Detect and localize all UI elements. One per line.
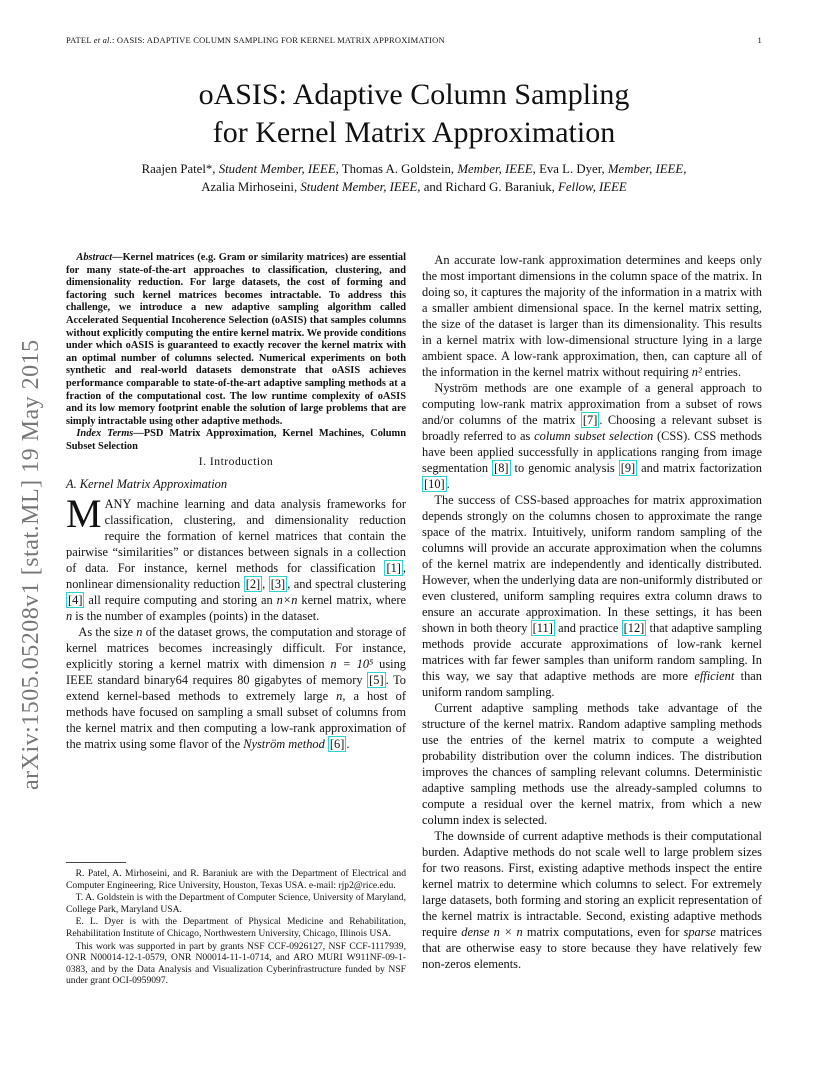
- running-head-title: PATEL et al.: OASIS: ADAPTIVE COLUMN SAMPLING FOR KERNEL MATRIX APPROXIMATION: [66, 35, 445, 45]
- authors-line-2: Azalia Mirhoseini, Student Member, IEEE, and Richard G. Baraniuk, Fellow, IEEE: [201, 180, 627, 194]
- body-paragraph-1: An accurate low-rank approximation determines and keeps only the most important dimensions in the column space of the matrix. In doing so, it captures the majority of the information in a matrix with a smaller ambient dimensional space. In the kernel matrix setting, the size of the dataset is larger than its dimensionality. This results in a kernel matrix with low-dimensional structure lying in a large ambient space. A low-rank approximation, then, can capture all of the information in the kernel matrix without requiring n² entries.: [422, 253, 762, 379]
- section-heading: I. Introduction: [198, 454, 274, 468]
- citation-link[interactable]: [4]: [68, 592, 83, 607]
- index-terms-label: Index Terms: [76, 428, 134, 440]
- author-list: [66, 160, 762, 196]
- body-paragraph-4: Current adaptive sampling methods take advantage of the structure of the kernel matrix. Random adaptive sampling methods use the entries of the kernel matrix to compute a weighted probability distribution over the column indices. The distribution improves the chances of sampling relevant columns. Deterministic adaptive sampling methods use the already-sampled columns to compute a residual over the kernel matrix, from which a new column index is selected.: [422, 701, 762, 827]
- authors-line-1: Raajen Patel*, Student Member, IEEE, Thomas A. Goldstein, Member, IEEE, Eva L. Dyer, Member, IEEE,: [141, 162, 687, 176]
- right-column: [422, 252, 762, 972]
- intro-paragraph-2: As the size n of the dataset grows, the computation and storage of kernel matrices becomes increasingly difficult. For instance, explicitly storing a kernel matrix with dimension n = 10⁵ using IEEE standard binary64 requires 80 gigabytes of memory [5] . To extend kernel-based methods to extremely large n, a host of methods have focused on sampling a small subset of columns from the kernel matrix and then computing a low-rank approximation of the matrix using some flavor of the Nyström method [6] .: [66, 624, 406, 751]
- footnote-affiliation-rice: R. Patel, A. Mirhoseini, and R. Baraniuk are with the Department of Electrical and Computer Engineering, Rice University, Houston, Texas USA. e-mail: rjp2@rice.edu.: [66, 868, 406, 891]
- drop-cap: M: [66, 490, 102, 536]
- left-column: [66, 252, 406, 752]
- citation-link[interactable]: [7]: [582, 413, 598, 427]
- page-number: 1: [757, 35, 762, 45]
- footnote-funding: This work was supported in part by grants NSF CCF-0926127, NSF CCF-1117939, ONR N00014-12-1-0579, ONR N00014-11-1-0714, and ARO MURI W911NF-09-1-0383, and by the Data Analysis and Visualization Cyberinfrastructure funded by NSF under grant OCI-0959097.: [66, 940, 406, 987]
- intro-paragraph-1: MANY machine learning and data analysis frameworks for classification, clustering, and dimensionality reduction require the formation of kernel matrices that contain the pairwise “similarities” or distances between signals in a collection of data. For instance, kernel methods for classification [1] , nonlinear dimensionality reduction [2] , [3] , and spectral clustering [4] all require computing and storing an n×n kernel matrix, where n is the number of examples (points) in the dataset.: [66, 490, 407, 623]
- footnote-affiliation-umd: T. A. Goldstein is with the Department of Computer Science, University of Maryland, College Park, Maryland USA.: [66, 892, 406, 915]
- abstract: [66, 252, 406, 428]
- title-line-1: oASIS: Adaptive Column Sampling: [198, 78, 630, 111]
- citation-link[interactable]: [6]: [329, 736, 345, 751]
- body-paragraph-5: The downside of current adaptive methods is their computational burden. Adaptive methods do not scale well to large problem sizes for two reasons. First, existing adaptive methods inspect the entire kernel matrix to determine which columns to select. For extremely large datasets, both forming and storing an explicit representation of the kernel matrix is intractable. Second, existing adaptive methods require dense n × n matrix computations, even for sparse matrices that are otherwise easy to store because they have relatively few non-zeros elements.: [422, 829, 763, 971]
- footnote-divider: [66, 862, 126, 863]
- abstract-text: —Kernel matrices (e.g. Gram or similarity matrices) are essential for many state-of-the-art approaches to classification, clustering, and dimensionality reduction. For large datasets, the cost of forming and factoring such kernel matrices becomes intractable. To address this challenge, we introduce a new adaptive sampling algorithm called Accelerated Sequential Incoherence Selection (oASIS) that samples columns without explicitly computing the entire kernel matrix. We provide conditions under which oASIS is guaranteed to exactly recover the kernel matrix with an optimal number of columns selected. Numerical experiments on both synthetic and real-world datasets demonstrate that oASIS achieves performance comparable to state-of-the-art adaptive sampling methods at a fraction of the computational cost. The low runtime complexity of oASIS and its low memory footprint enable the solution of large problems that are simply intractable using other adaptive methods.: [66, 252, 406, 427]
- running-head: [66, 35, 762, 45]
- citation-link[interactable]: [1]: [386, 560, 401, 575]
- citation-link[interactable]: [12]: [623, 621, 645, 635]
- abstract-label: Abstract: [76, 252, 113, 263]
- arxiv-stamp: arXiv:1505.05208v1 [stat.ML] 19 May 2015: [18, 339, 44, 790]
- citation-link[interactable]: [9]: [620, 461, 636, 475]
- title-line-2: for Kernel Matrix Approximation: [212, 116, 616, 149]
- citation-link[interactable]: [8]: [494, 461, 509, 475]
- citation-link[interactable]: [11]: [532, 621, 553, 635]
- body-paragraph-2: Nyström methods are one example of a general approach to computing low-rank matrix approximation from a subset of rows and/or columns of the matrix [7] . Choosing a relevant subset is broadly referred to as column subset selection (CSS). CSS methods have been applied successfully in applications ranging from image segmentation [8] to genomic analysis [9] and matrix factorization [10] .: [422, 381, 763, 491]
- index-terms: [66, 428, 406, 453]
- citation-link[interactable]: [10]: [424, 477, 445, 491]
- citation-link[interactable]: [5]: [369, 672, 384, 687]
- body-paragraph-3: The success of CSS-based approaches for matrix approximation depends strongly on the columns chosen to approximate the range space of the matrix. Intuitively, uniform random sampling of the columns will provide an accurate approximation when the columns of the kernel matrix are independently and identically distributed. However, when the underlying data are non-uniformly distributed or even clustered, uniform sampling requires extra column draws to ensure an accurate approximation. In these settings, it has been shown in both theory [11] and practice [12] that adaptive sampling methods provide accurate approximations of low-rank kernel matrices with far fewer samples than uniform random sampling. In this way, we say that adaptive methods are more efficient than uniform random sampling.: [422, 493, 762, 699]
- subsection-heading: A. Kernel Matrix Approximation: [66, 476, 228, 491]
- paper-title: [66, 76, 762, 152]
- footnote-affiliation-ric: E. L. Dyer is with the Department of Physical Medicine and Rehabilitation, Rehabilitation Institute of Chicago, Northwestern University, Chicago, Illinois USA.: [66, 916, 406, 939]
- footnotes: [66, 868, 406, 988]
- citation-link[interactable]: [2]: [245, 576, 261, 591]
- index-terms-text: —PSD Matrix Approximation, Kernel Machines, Column Subset Selection: [66, 428, 406, 452]
- citation-link[interactable]: [3]: [270, 576, 286, 591]
